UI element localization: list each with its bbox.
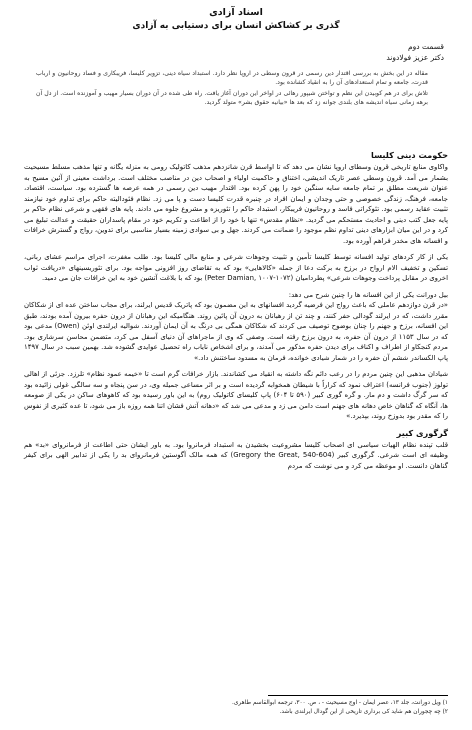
part-label: قسمت دوم <box>408 42 444 51</box>
footnote: ۱) ویل دورانت، جلد ۱۳، عصر ایمان - اوج مسیحیت - ، ص. ۳۰۰، ترجمه ابوالقاسم طاهری. <box>232 700 448 706</box>
body-paragraph: شیادان مذهبی این چنین مردم را در رعب دائم نگه داشته به انقیاد می کشاندند. بازار خرافات گرم است تا «خیمه عمود نظام» تلرزد. جزئی از اهالی تولوز (جنوب فرانسه) اعتراف نمود که کراراً با شیطان همخوابه گردیده است و بر اثر مساعی جمیله وی، در سن پنجاه و سه سالگی غولی زائیده بود که سر گرگ داشت و دم مار. و گره گوری کبیر (۵۹۰ تا ۶۰۴) پاپ کلیسای کاتولیک روم) به این باور رسیده بود که کاهوهای ساکن در یکی از صومعه ها، آنگاه که گناهان خاص دهانه های جهنم است دامن می زد و مدعی می شد که «دهانه آتش فشان اتنا همه روزه باز می شود، تا عده کثیری از نفوس را که مقدر بود بدوزخ روند، بپذیرد.» <box>24 370 448 420</box>
quote-paragraph: «در قرن دوازدهم عاملی که باعث رواج این فرضیه گردید افسانهای به این مضمون بود که پاتریک قدیس ایرلند، برای مجاب ساختن عده ای از شکاکان مقرر داشت، که در ایرلند گودالی حفر کنند، و چند تن از رهبانان به درون آن پائین روند. هنگامیکه این رهبانان از درون حفره بیرون آمده بودند، طبق این افسانه، برزخ و جهنم را چنان بوضوح توصیف می کردند که شکاکان همگی بی درنگ به آن ایمان آوردند. شوالیه ایرلندی اوئن (Owen) مدعی بود که در سال ۱۱۵۳ از درون آن حفره، به درون برزخ رفته است. وصفی که وی از ماجراهای آن دنیای آسفل می کرد، متضمن محاسن سرشاری بود. مردم کنجکاو از اطراف و اکناف برای دیدن حفره مذکور می آمدند، و برای اشخاص نایاب راه تحصیل عوایدی گشوده شد. بهمین سبب در سال ۱۴۹۷ پاپ الکساندر ششم آن حفره را در شمار شیادی خوانده، فرمان به مسدود ساختنش داد.» <box>24 301 448 362</box>
footnote: ۲) چه چجوران هم شاید کی برداری تاریخی از این گودال ایرلندی باشد. <box>279 709 448 715</box>
document-title: اسناد آزادی <box>209 7 263 18</box>
body-paragraph: یکی از کار کردهای تولید افسانه توسط کلیسا تأمین و تثبیت وجوهات شرعی و منابع مالی کلیسا بود. طلب مغفرت، اجرای مراسم عشای ربانی، تسکین و تخفیف الام ارواح در برزخ به برکت دعا از جمله «کالاهایی» بود که به تقاضای روز افزونی مواجه بود. برای تئوریسینهای «دریافت ثواب اخروی در مقابل پرداخت وجوهات شرعی» پطرداميان (Peter Damian, ۱۰۰۷-۱۰۷۲) بود که با بلاغت آتشین خود به این خرافات جان می دمید. <box>24 253 448 282</box>
section-heading: گرگوری کبیر <box>396 427 448 438</box>
article-body <box>24 150 448 477</box>
document-subtitle: گذری بر کشاکش انسان برای دستیابی به آزادی <box>132 21 340 31</box>
body-paragraph: واکاوی منابع تاریخی قرون وسطای اروپا نشان می دهد که تا اواسط قرن شانزدهم مذهب کاتولیک رومی به منزله یگانه و تنها مذهب مسلط مسیحیت بشمار می آمد. قرون وسطی عصر تاریک اندیشی، اختناق و حاکمیت اولیاء و اصحاب دین در مناصب مختلف است. برداشت معینی از آئین مسیح به عنوان شریعت مطلق بر تمام جامعه سایه سنگین خود را پهن کرده بود. اقتدار مهیب دین رسمی در همه عرصه ها گسترده بود. سیاست، اقتصاد، جامعه، فرهنگ، زندگی خصوصی و حتی وجدان و ایمان افراد در چنبره قدرت کلیسا دست و پا می زد. نظام فئودالیته حاکم برای تداوم خود نیازمند تثبیت عقاید رسمی بود. تئوکراتی فاسد و روحانیون فریبکار، استبداد حاکم را تئوریزه و مشروع جلوه می دادند. پایه های فقهی و شرعی نظام حاکم بر پایه جعل کتب دینی و احادیث مستحکم می گردید. «نظام مقدس» تنها با خود را از اطاعت و تکریم خود در مقام پاسداران حقیقت و عدالت تبلیغ می کرد و در این میان ابزارهای دینی تداوم نظم موجود را ضمانت می کردند. جهل و بی سوادی زمینه بسیار مناسبی برای تدوین، رواج و گسترش خرافات و افسانه های مخدر فراهم آورده بود. <box>24 163 448 245</box>
footnote-divider <box>268 695 448 696</box>
abstract-paragraph: مقاله در این بخش به بررسی اقتدار دین رسمی در قرون وسطی در اروپا نظر دارد. استبداد سیاه دینی، تزویر کلیسا، فریبکاری و فساد روحانیون و ارباب قدرت، جامعه و تمام استعدادهای آن را به انقیاد کشانده بود. <box>36 70 428 86</box>
section-heading: حکومت دینی کلیسا <box>371 150 448 160</box>
author-name: دکتر عزیز فولادوند <box>386 53 444 62</box>
body-paragraph: بیل دورانت یکی از این افسانه ها را چنین شرح می دهد: <box>288 290 448 299</box>
body-paragraph: قلب تپنده نظام الهیات سیاسی ای اصحاب کلیسا مشروعیت بخشیدن به استبداد فرمانروا بود. به باور ایشان حتی اطاعت از فرمانروای «بد» هم وظیفه ای است شرعی. گرگوری کبیر (Gregory the Great, 540-604) که همه مالک آگوستین فرمانروای بد را یکی از تدابیر الهی برای کیفر گناهان دانست. او موعظه می کرد و می نوشت که مردم <box>24 440 449 470</box>
abstract <box>36 69 428 109</box>
abstract-paragraph: تلاش برای در هم کوبیدن این نظم و تواختن شیپور رهائی در اواخر این دوران آغاز یافت. راه طی شده در آن دوران بسیار مهیب و آموزنده است. از دل آن برهه زمانی سیاه اندیشه های بلندی جوانه زد که بعد ها «بیانیه حقوق بشر» متولد گردید. <box>36 90 428 106</box>
